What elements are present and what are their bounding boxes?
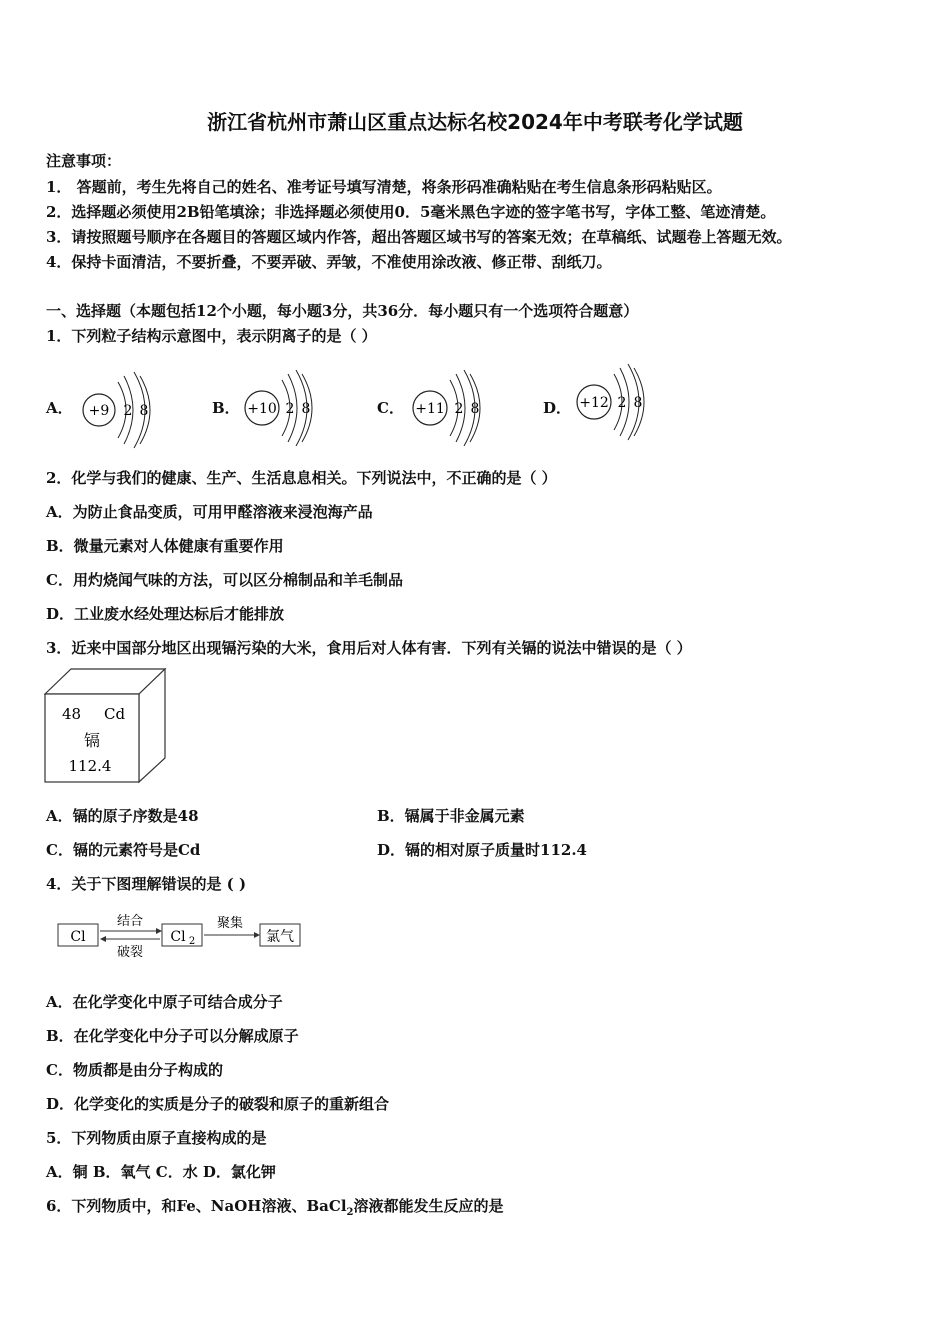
q1-option-label: B． <box>212 399 240 417</box>
element-cell-cadmium <box>44 668 168 786</box>
q5-stem: 5．下列物质由原子直接构成的是 <box>46 1129 267 1147</box>
q4-option: C．物质都是由分子构成的 <box>46 1061 223 1079</box>
chlorine-flow-diagram <box>54 906 306 962</box>
nucleus-charge: +12 <box>579 395 609 411</box>
q3-option: B．镉属于非金属元素 <box>377 807 525 825</box>
shell-electron-count: 8 <box>301 401 311 417</box>
arrow-head <box>254 932 260 938</box>
notice-item: 1． 答题前，考生先将自己的姓名、准考证号填写清楚，将条形码准确粘贴在考生信息条形码粘贴区。 <box>46 178 722 196</box>
q4-option: B．在化学变化中分子可以分解成原子 <box>46 1027 299 1045</box>
atom-diagram-d <box>572 360 662 444</box>
q1-stem: 1．下列粒子结构示意图中，表示阴离子的是（ ） <box>46 327 377 345</box>
q6-subscript: 2 <box>346 1207 354 1218</box>
q6-stem <box>46 1196 504 1223</box>
nucleus-charge: +9 <box>88 403 110 419</box>
q6-stem-part: 溶液都能发生反应的是 <box>353 1197 504 1215</box>
arrow-head <box>156 928 162 934</box>
box-chlorine-gas-label: 氯气 <box>266 929 294 945</box>
atom-diagram-b <box>240 366 330 450</box>
shell-electron-count: 8 <box>633 395 643 411</box>
q6-stem-part: 6．下列物质中，和Fe、NaOH溶液、BaCl <box>46 1197 347 1215</box>
notice-item: 4．保持卡面清洁，不要折叠，不要弄破、弄皱，不准使用涂改液、修正带、刮纸刀。 <box>46 253 612 271</box>
q4-option: D．化学变化的实质是分子的破裂和原子的重新组合 <box>46 1095 390 1113</box>
section-heading: 一、选择题（本题包括12个小题，每小题3分，共36分．每小题只有一个选项符合题意） <box>46 302 639 320</box>
page-title: 浙江省杭州市萧山区重点达标名校2024年中考联考化学试题 <box>207 110 743 134</box>
q3-option: C．镉的元素符号是Cd <box>46 841 201 859</box>
q3-option: A．镉的原子序数是48 <box>46 807 199 825</box>
q1-option-label: A． <box>46 399 73 417</box>
notice-heading: 注意事项： <box>46 152 122 170</box>
q2-option: D．工业废水经处理达标后才能排放 <box>46 605 285 623</box>
q2-option: B．微量元素对人体健康有重要作用 <box>46 537 284 555</box>
notice-item: 2．选择题必须使用2B铅笔填涂；非选择题必须使用0．5毫米黑色字迹的签字笔书写，字体工整、笔迹清楚。 <box>46 203 776 221</box>
q2-option: A．为防止食品变质，可用甲醛溶液来浸泡海产品 <box>46 503 373 521</box>
element-symbol: Cd <box>104 705 126 723</box>
atom-diagram-a <box>74 368 164 452</box>
q2-stem: 2．化学与我们的健康、生产、生活息息相关。下列说法中，不正确的是（ ） <box>46 469 557 487</box>
notice-item: 3．请按照题号顺序在各题目的答题区域内作答，超出答题区域书写的答案无效；在草稿纸、试题卷上答题无效。 <box>46 228 792 246</box>
nucleus-charge: +10 <box>247 401 277 417</box>
shell-electron-count: 2 <box>617 395 627 411</box>
box-cl2-subscript: 2 <box>188 936 196 947</box>
nucleus-charge: +11 <box>415 401 445 417</box>
box-cl-label: Cl <box>70 929 86 945</box>
arrow-combine-label: 结合 <box>116 914 144 929</box>
q2-option: C．用灼烧闻气味的方法，可以区分棉制品和羊毛制品 <box>46 571 403 589</box>
q3-option: D．镉的相对原子质量时112.4 <box>377 841 587 859</box>
q4-stem: 4．关于下图理解错误的是 ( ) <box>46 875 247 893</box>
element-atomic-number: 48 <box>62 705 82 723</box>
arrow-break-label: 破裂 <box>116 945 144 960</box>
box-cl2-label: Cl <box>170 929 186 945</box>
shell-electron-count: 2 <box>454 401 464 417</box>
q1-option-label: D． <box>543 399 572 417</box>
element-name: 镉 <box>83 731 101 750</box>
q3-stem: 3．近来中国部分地区出现镉污染的大米，食用后对人体有害．下列有关镉的说法中错误的是（ ） <box>46 639 692 657</box>
shell-electron-count: 2 <box>285 401 295 417</box>
arrow-head <box>100 936 106 942</box>
atom-diagram-c <box>406 366 496 450</box>
shell-electron-count: 8 <box>470 401 480 417</box>
shell-electron-count: 2 <box>123 403 133 419</box>
q1-option-label: C． <box>377 399 404 417</box>
q5-options: A．铜 B．氧气 C．水 D．氯化钾 <box>46 1163 276 1181</box>
q4-option: A．在化学变化中原子可结合成分子 <box>46 993 283 1011</box>
arrow-gather-label: 聚集 <box>216 916 244 931</box>
element-atomic-mass: 112.4 <box>68 757 112 775</box>
shell-electron-count: 8 <box>139 403 149 419</box>
